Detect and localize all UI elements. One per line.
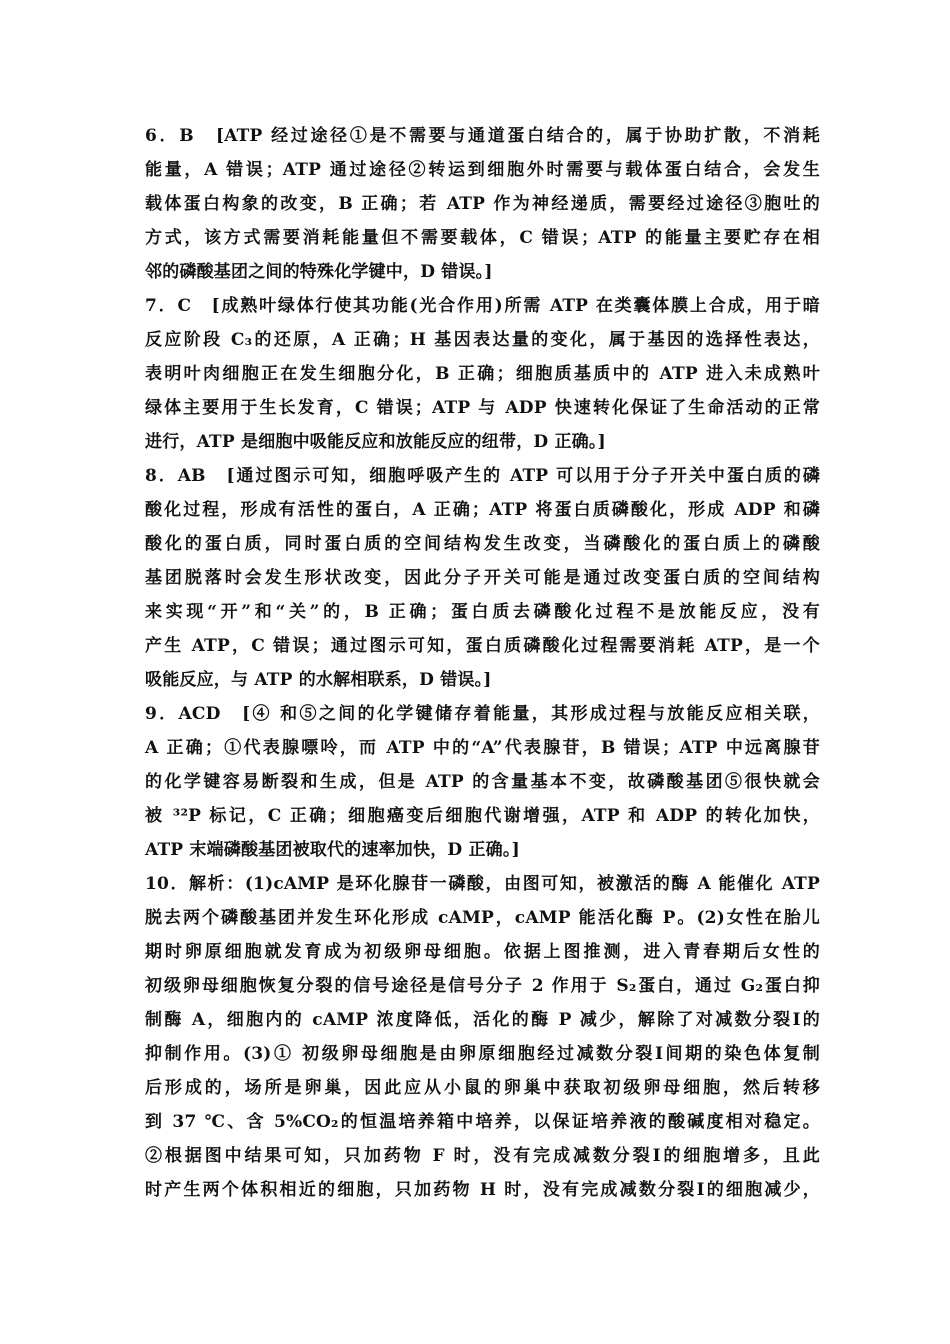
text-line: 脱去两个磷酸基团并发生环化形成 cAMP，cAMP 能活化酶 P。(2)女性在胎儿 xyxy=(145,908,820,928)
text-line: 初级卵母细胞恢复分裂的信号途径是信号分子 2 作用于 S₂蛋白，通过 G₂蛋白抑 xyxy=(145,976,820,996)
text-line: 载体蛋白构象的改变，B 正确；若 ATP 作为神经递质，需要经过途径③胞吐的 xyxy=(145,194,820,214)
text-line: 表明叶肉细胞正在发生细胞分化，B 正确；细胞质基质中的 ATP 进入未成熟叶 xyxy=(145,364,820,384)
text-line: 的化学键容易断裂和生成，但是 ATP 的含量基本不变，故磷酸基团⑤很快就会 xyxy=(145,772,820,792)
answer-7 xyxy=(145,289,820,459)
text-line: 反应阶段 C₃的还原，A 正确；H 基因表达量的变化，属于基因的选择性表达， xyxy=(145,330,820,350)
text-line: 9．ACD [④ 和⑤之间的化学键储存着能量，其形成过程与放能反应相关联， xyxy=(145,704,820,724)
text-line: 10．解析：(1)cAMP 是环化腺苷一磷酸，由图可知，被激活的酶 A 能催化 ATP xyxy=(145,874,820,894)
text-line: 抑制作用。(3)① 初级卵母细胞是由卵原细胞经过减数分裂Ⅰ间期的染色体复制 xyxy=(145,1044,820,1064)
text-line: 进行，ATP 是细胞中吸能反应和放能反应的纽带，D 正确。] xyxy=(145,432,606,452)
answer-10 xyxy=(145,867,820,1207)
text-line: 酸化过程，形成有活性的蛋白，A 正确；ATP 将蛋白质磷酸化，形成 ADP 和磷 xyxy=(145,500,820,520)
answer-9 xyxy=(145,697,820,867)
text-line: 方式，该方式需要消耗能量但不需要载体，C 错误；ATP 的能量主要贮存在相 xyxy=(145,228,820,248)
answer-text xyxy=(145,119,820,1207)
text-line: 邻的磷酸基团之间的特殊化学键中，D 错误。] xyxy=(145,262,493,282)
text-line: 期时卵原细胞就发育成为初级卵母细胞。依据上图推测，进入青春期后女性的 xyxy=(145,942,820,962)
text-line: ATP 末端磷酸基团被取代的速率加快，D 正确。] xyxy=(145,840,520,860)
text-line: 吸能反应，与 ATP 的水解相联系，D 错误。] xyxy=(145,670,492,690)
text-line: 后形成的，场所是卵巢，因此应从小鼠的卵巢中获取初级卵母细胞，然后转移 xyxy=(145,1078,820,1098)
text-line: 时产生两个体积相近的细胞，只加药物 H 时，没有完成减数分裂Ⅰ的细胞减少， xyxy=(145,1180,820,1200)
text-line: 被 ³²P 标记，C 正确；细胞癌变后细胞代谢增强，ATP 和 ADP 的转化加快， xyxy=(145,806,820,826)
answer-6 xyxy=(145,119,820,289)
text-line: 来实现“开”和“关”的，B 正确；蛋白质去磷酸化过程不是放能反应，没有 xyxy=(145,602,820,622)
text-line: A 正确；①代表腺嘌呤，而 ATP 中的“A”代表腺苷，B 错误；ATP 中远离腺苷 xyxy=(145,738,820,758)
text-line: 绿体主要用于生长发育，C 错误；ATP 与 ADP 快速转化保证了生命活动的正常 xyxy=(145,398,820,418)
text-line: 6．B [ATP 经过途径①是不需要与通道蛋白结合的，属于协助扩散，不消耗 xyxy=(145,126,820,146)
text-line: 7．C [成熟叶绿体行使其功能(光合作用)所需 ATP 在类囊体膜上合成，用于暗 xyxy=(145,296,820,316)
text-line: 酸化的蛋白质，同时蛋白质的空间结构发生改变，当磷酸化的蛋白质上的磷酸 xyxy=(145,534,820,554)
text-line: 制酶 A，细胞内的 cAMP 浓度降低，活化的酶 P 减少，解除了对减数分裂Ⅰ的 xyxy=(145,1010,820,1030)
text-line: 到 37 ℃、含 5%CO₂的恒温培养箱中培养，以保证培养液的酸碱度相对稳定。 xyxy=(145,1112,820,1132)
text-line: 能量，A 错误；ATP 通过途径②转运到细胞外时需要与载体蛋白结合，会发生 xyxy=(145,160,820,180)
text-line: 基团脱落时会发生形状改变，因此分子开关可能是通过改变蛋白质的空间结构 xyxy=(145,568,820,588)
answer-8 xyxy=(145,459,820,697)
text-line: ②根据图中结果可知，只加药物 F 时，没有完成减数分裂Ⅰ的细胞增多，且此 xyxy=(145,1146,820,1166)
text-line: 8．AB [通过图示可知，细胞呼吸产生的 ATP 可以用于分子开关中蛋白质的磷 xyxy=(145,466,820,486)
text-line: 产生 ATP，C 错误；通过图示可知，蛋白质磷酸化过程需要消耗 ATP，是一个 xyxy=(145,636,820,656)
